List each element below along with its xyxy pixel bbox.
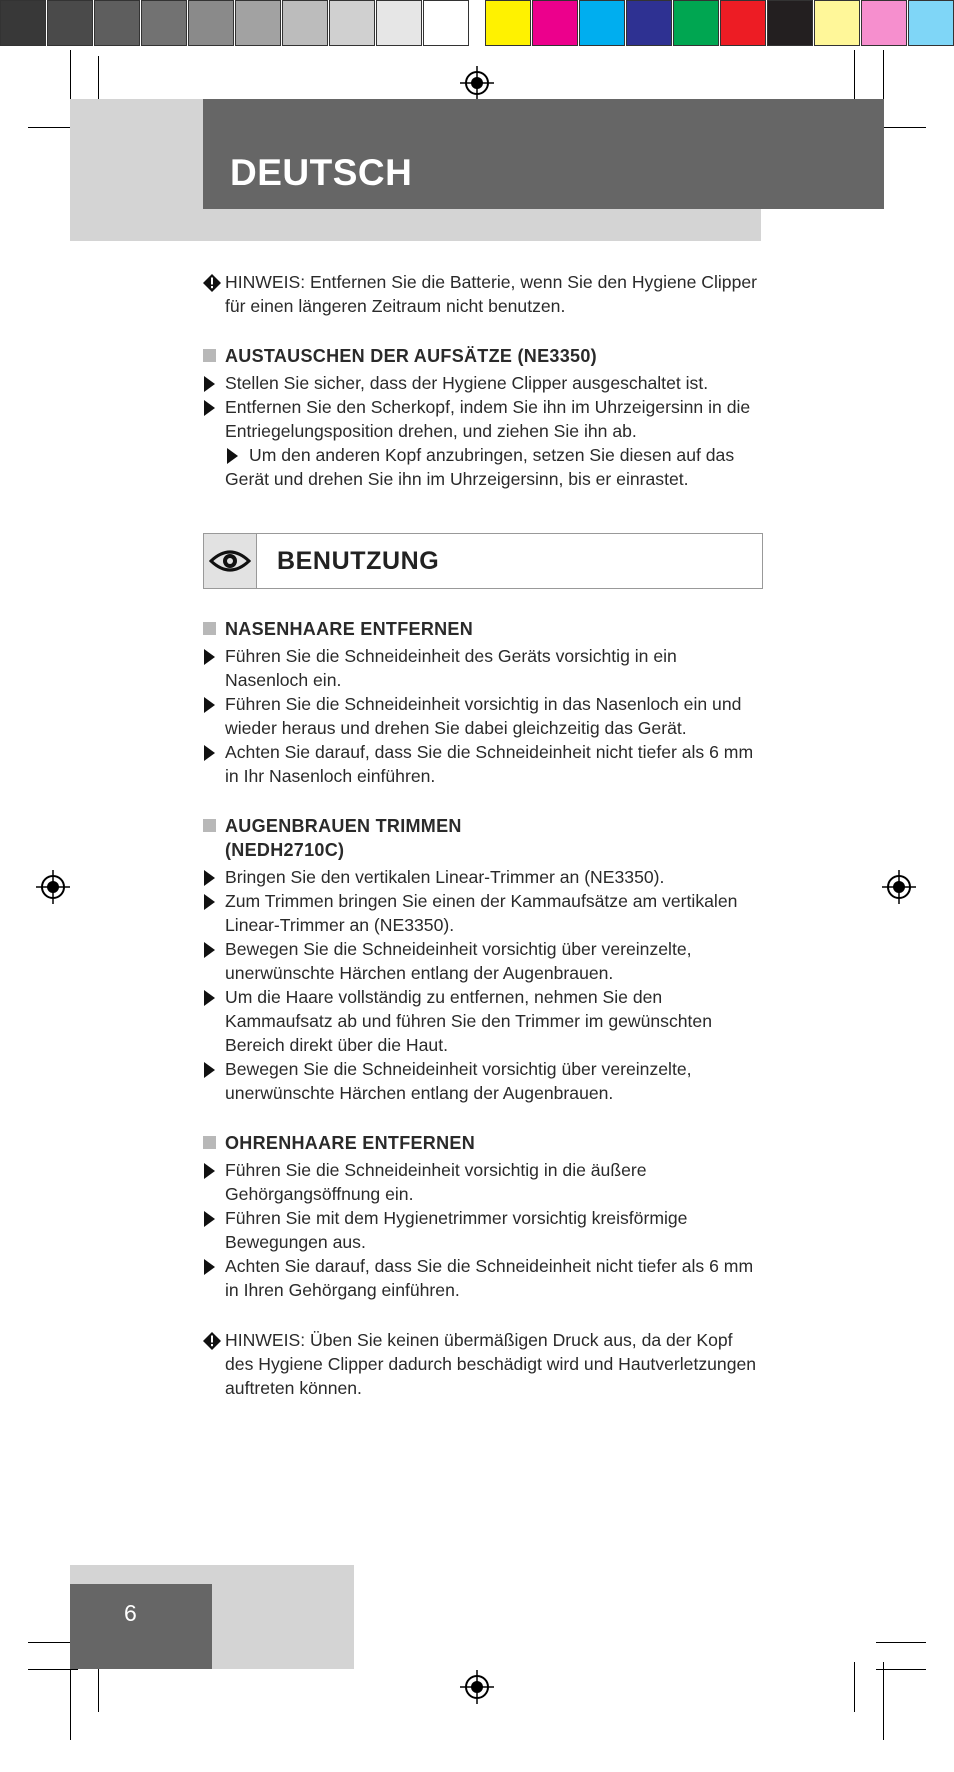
- list-replace: [203, 371, 763, 443]
- list-item-text: Führen Sie die Schneideinheit vorsichtig in die äußere Gehörgangsöffnung ein.: [225, 1160, 647, 1204]
- color-swatch: [329, 0, 375, 46]
- color-swatch: [0, 0, 46, 46]
- section-heading-replace: [203, 344, 763, 368]
- usage-section-box: [203, 533, 763, 589]
- triangle-bullet-icon: [204, 1163, 215, 1179]
- color-swatch: [532, 0, 578, 46]
- registration-mark-icon: [36, 870, 70, 904]
- list-item-text: Achten Sie darauf, dass Sie die Schneideinheit nicht tiefer als 6 mm in Ihren Gehörgang einführen.: [225, 1256, 754, 1300]
- heading-text: NASENHAARE ENTFERNEN: [225, 619, 474, 639]
- list-item: [203, 1057, 763, 1105]
- list-item-text: Stellen Sie sicher, dass der Hygiene Clipper ausgeschaltet ist.: [225, 373, 709, 393]
- usage-icon-cell: [204, 534, 257, 588]
- color-swatch: [376, 0, 422, 46]
- color-calibration-bar: [485, 0, 954, 48]
- list-item: [203, 371, 763, 395]
- registration-mark-icon: [460, 1670, 494, 1704]
- usage-title: BENUTZUNG: [277, 547, 440, 575]
- content-column: [203, 270, 763, 1400]
- list-item: [203, 395, 763, 443]
- triangle-bullet-icon: [204, 649, 215, 665]
- list-item: [203, 740, 763, 788]
- list-item-text: Um die Haare vollständig zu entfernen, nehmen Sie den Kammaufsatz ab und führen Sie den Trimmer im gewünschten Bereich direkt über die Haut.: [225, 987, 712, 1055]
- color-swatch: [94, 0, 140, 46]
- color-swatch: [626, 0, 672, 46]
- list-item: [203, 1158, 763, 1206]
- crop-mark: [98, 1662, 99, 1712]
- square-bullet-icon: [203, 819, 216, 832]
- triangle-bullet-icon: [204, 990, 215, 1006]
- square-bullet-icon: [203, 622, 216, 635]
- list-item: [203, 865, 763, 889]
- list-item: [203, 985, 763, 1057]
- color-swatch: [720, 0, 766, 46]
- color-swatch: [188, 0, 234, 46]
- list-item-text: Entfernen Sie den Scherkopf, indem Sie ihn im Uhrzeigersinn in die Entriegelungsposition drehen, und ziehen Sie ihn ab.: [225, 397, 751, 441]
- color-swatch: [861, 0, 907, 46]
- color-swatch: [47, 0, 93, 46]
- page-number: 6: [124, 1600, 137, 1626]
- list-item-text: Achten Sie darauf, dass Sie die Schneideinheit nicht tiefer als 6 mm in Ihr Nasenloch einführen.: [225, 742, 754, 786]
- sub-item-text: Um den anderen Kopf anzubringen, setzen Sie diesen auf das: [249, 445, 735, 465]
- footer-page-tab: [70, 1584, 212, 1669]
- registration-mark-icon: [882, 870, 916, 904]
- section-heading-nose: [203, 617, 763, 641]
- list-item: [203, 644, 763, 692]
- crop-mark: [883, 50, 884, 106]
- sub-list-item: [203, 443, 763, 467]
- color-swatch: [141, 0, 187, 46]
- list-item: [203, 889, 763, 937]
- note-text: HINWEIS: Entfernen Sie die Batterie, wenn Sie den Hygiene Clipper für einen längeren Zeitraum nicht benutzen.: [225, 272, 757, 316]
- color-swatch: [235, 0, 281, 46]
- list-item-text: Zum Trimmen bringen Sie einen der Kammaufsätze am vertikalen Linear-Trimmer an (NE3350).: [225, 891, 738, 935]
- list-item: [203, 1206, 763, 1254]
- list-item: [203, 937, 763, 985]
- list-item-text: Bewegen Sie die Schneideinheit vorsichtig über vereinzelte, unerwünschte Härchen entlang der Augenbrauen.: [225, 939, 692, 983]
- triangle-bullet-icon: [204, 1211, 215, 1227]
- sub-item-continuation: Gerät und drehen Sie ihn im Uhrzeigersinn, bis er einrastet.: [225, 469, 689, 489]
- registration-mark-icon: [460, 66, 494, 100]
- heading-text: AUGENBRAUEN TRIMMEN: [225, 816, 462, 836]
- list-ears: [203, 1158, 763, 1302]
- page-title: DEUTSCH: [230, 152, 413, 193]
- list-item: [203, 692, 763, 740]
- gray-calibration-bar: [0, 0, 470, 48]
- square-bullet-icon: [203, 1136, 216, 1149]
- warning-icon: [203, 1332, 221, 1350]
- triangle-bullet-icon: [204, 400, 215, 416]
- triangle-bullet-icon: [227, 448, 238, 464]
- heading-text-line2: (NEDH2710C): [225, 840, 345, 860]
- crop-mark: [70, 1662, 71, 1740]
- list-item-text: Bewegen Sie die Schneideinheit vorsichtig über vereinzelte, unerwünschte Härchen entlang der Augenbrauen.: [225, 1059, 692, 1103]
- heading-text: OHRENHAARE ENTFERNEN: [225, 1133, 476, 1153]
- triangle-bullet-icon: [204, 745, 215, 761]
- triangle-bullet-icon: [204, 870, 215, 886]
- crop-mark: [876, 1642, 926, 1643]
- color-swatch: [485, 0, 531, 46]
- heading-text: AUSTAUSCHEN DER AUFSÄTZE (NE3350): [225, 346, 597, 366]
- triangle-bullet-icon: [204, 942, 215, 958]
- triangle-bullet-icon: [204, 376, 215, 392]
- crop-mark: [70, 50, 71, 106]
- triangle-bullet-icon: [204, 697, 215, 713]
- eye-icon: [209, 547, 251, 575]
- section-heading-ears: [203, 1131, 763, 1155]
- section-heading-brows: [203, 814, 763, 862]
- list-item-text: Führen Sie mit dem Hygienetrimmer vorsichtig kreisförmige Bewegungen aus.: [225, 1208, 688, 1252]
- crop-mark: [883, 1662, 884, 1740]
- color-swatch: [767, 0, 813, 46]
- list-brows: [203, 865, 763, 1105]
- color-swatch: [673, 0, 719, 46]
- color-swatch: [282, 0, 328, 46]
- crop-mark: [854, 50, 855, 106]
- note-pressure: [203, 1328, 763, 1400]
- triangle-bullet-icon: [204, 1062, 215, 1078]
- square-bullet-icon: [203, 349, 216, 362]
- crop-mark: [854, 1662, 855, 1712]
- color-swatch: [423, 0, 469, 46]
- color-swatch: [579, 0, 625, 46]
- list-item-text: Bringen Sie den vertikalen Linear-Trimmer an (NE3350).: [225, 867, 665, 887]
- triangle-bullet-icon: [204, 894, 215, 910]
- warning-icon: [203, 274, 221, 292]
- list-nose: [203, 644, 763, 788]
- list-item-text: Führen Sie die Schneideinheit des Geräts vorsichtig in ein Nasenloch ein.: [225, 646, 677, 690]
- color-swatch: [814, 0, 860, 46]
- color-swatch: [908, 0, 954, 46]
- note-battery: [203, 270, 763, 318]
- note-text: HINWEIS: Üben Sie keinen übermäßigen Druck aus, da der Kopf des Hygiene Clipper dadurch beschädigt wird und Hautverletzungen auftreten können.: [225, 1330, 757, 1398]
- triangle-bullet-icon: [204, 1259, 215, 1275]
- list-item-text: Führen Sie die Schneideinheit vorsichtig in das Nasenloch ein und wieder heraus und drehen Sie dabei gleichzeitig das Gerät.: [225, 694, 742, 738]
- list-item: [203, 1254, 763, 1302]
